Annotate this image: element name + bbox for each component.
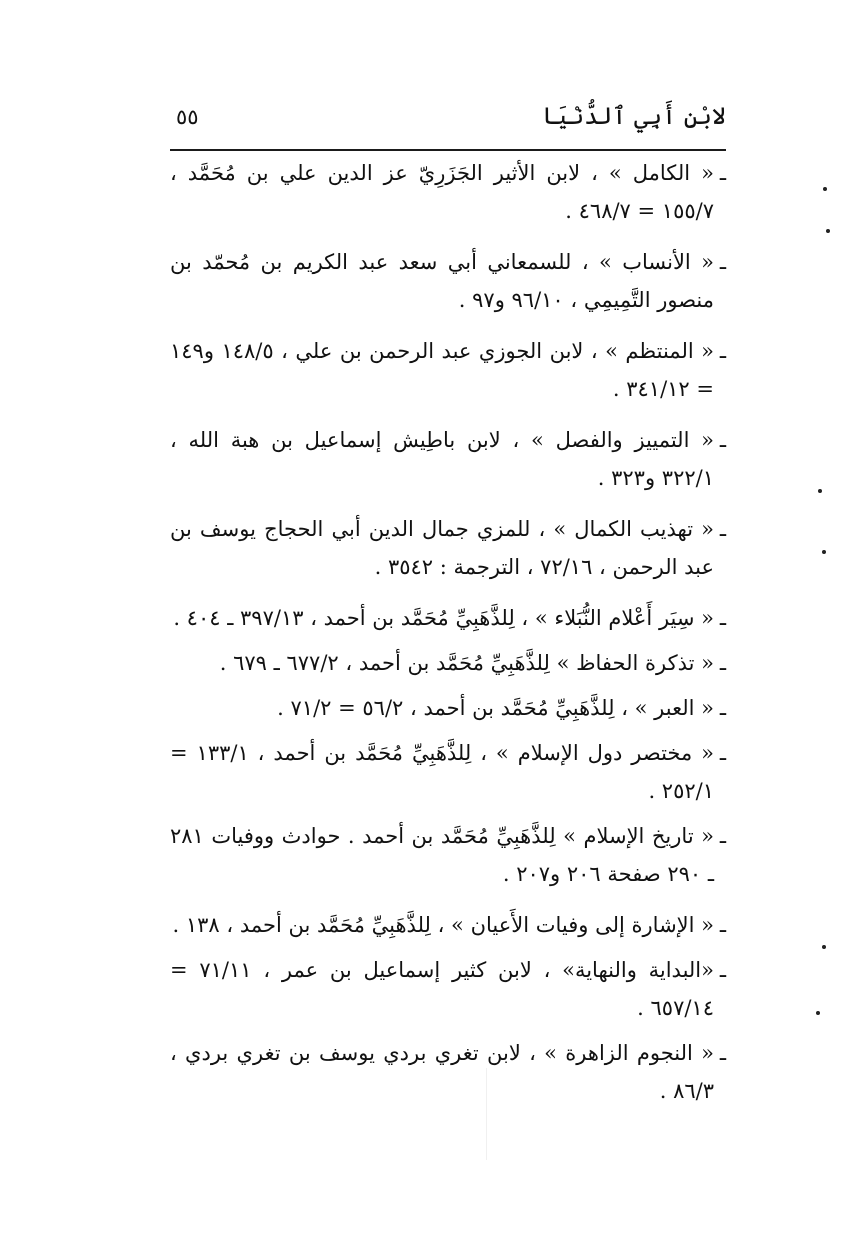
bibliography-entry-al-kamil xyxy=(170,154,726,230)
page-header xyxy=(170,100,726,140)
scan-speck xyxy=(818,489,822,493)
scan-speck xyxy=(822,550,826,554)
entry-dash: ـ xyxy=(719,913,726,937)
entry-text: « التمييز والفصل » ، لابن باطِيش إسماعيل بن هبة الله ، ٣٢٢/١ و٣٢٣ . xyxy=(170,428,714,490)
bibliography-entry-al-ishara xyxy=(170,906,726,944)
bibliography-entry-al-ansab xyxy=(170,243,726,319)
entry-text: «البداية والنهاية» ، لابن كثير إسماعيل بن عمر ، ٧١/١١ = ٦٥٧/١٤ . xyxy=(170,958,714,1020)
entry-dash: ـ xyxy=(719,824,726,848)
bibliography-entry-tahdhib-al-kamal xyxy=(170,510,726,586)
entry-dash: ـ xyxy=(719,161,726,185)
running-title: لابْنِ أَبِي ٱلدُّنْيَا xyxy=(541,102,726,130)
scan-speck xyxy=(826,229,830,233)
header-divider xyxy=(170,149,726,151)
scan-speck xyxy=(822,945,826,949)
entry-dash: ـ xyxy=(719,958,726,982)
bibliography-entry-mukhtasar xyxy=(170,734,726,810)
entry-dash: ـ xyxy=(719,651,726,675)
entry-text: « العبر » ، لِلذَّهَبِيِّ مُحَمَّد بن أحمد ، ٥٦/٢ = ٧١/٢ . xyxy=(277,696,714,720)
entry-dash: ـ xyxy=(719,428,726,452)
entry-dash: ـ xyxy=(719,696,726,720)
entry-dash: ـ xyxy=(719,250,726,274)
entry-dash: ـ xyxy=(719,606,726,630)
bibliography-entry-al-tamyiz xyxy=(170,421,726,497)
entry-text: « الإشارة إلى وفيات الأَعيان » ، لِلذَّهَبِيِّ مُحَمَّد بن أحمد ، ١٣٨ . xyxy=(172,913,714,937)
bibliography-list xyxy=(170,154,726,1123)
entry-text: « النجوم الزاهرة » ، لابن تغري بردي يوسف بن تغري بردي ، ٨٦/٣ . xyxy=(170,1041,714,1103)
bibliography-entry-tadhkirat xyxy=(170,644,726,682)
entry-dash: ـ xyxy=(719,339,726,363)
scan-speck xyxy=(823,187,827,191)
bibliography-entry-tarikh-al-islam xyxy=(170,817,726,893)
page-number: ٥٥ xyxy=(176,105,199,129)
entry-text: « الكامل » ، لابن الأثير الجَزَرِيّ عز الدين علي بن مُحَمَّد ، ١٥٥/٧ = ٤٦٨/٧ . xyxy=(170,161,714,223)
entry-text: « تهذيب الكمال » ، للمزي جمال الدين أبي الحجاج يوسف بن عبد الرحمن ، ٧٢/١٦ ، الترجمة : ٣٥٤٢ . xyxy=(170,517,714,579)
entry-text: « الأنساب » ، للسمعاني أبي سعد عبد الكريم بن مُحمّد بن منصور التَّمِيمِي ، ٩٦/١٠ و٩٧ . xyxy=(170,250,714,312)
entry-text: « سِيَر أَعْلام النُّبَلاء » ، لِلذَّهَبِيِّ مُحَمَّد بن أحمد ، ٣٩٧/١٣ ـ ٤٠٤ . xyxy=(173,606,714,630)
entry-dash: ـ xyxy=(719,741,726,765)
entry-dash: ـ xyxy=(719,517,726,541)
bibliography-entry-al-bidaya xyxy=(170,951,726,1027)
entry-text: « المنتظم » ، لابن الجوزي عبد الرحمن بن علي ، ١٤٨/٥ و١٤٩ = ٣٤١/١٢ . xyxy=(170,339,714,401)
entry-text: « تاريخ الإسلام » لِلذَّهَبِيِّ مُحَمَّد بن أحمد . حوادث ووفيات ٢٨١ ـ ٢٩٠ صفحة ٢٠٦ و٢٠٧ . xyxy=(170,824,714,886)
bibliography-entry-al-ibar xyxy=(170,689,726,727)
entry-text: « تذكرة الحفاظ » لِلذَّهَبِيِّ مُحَمَّد بن أحمد ، ٦٧٧/٢ ـ ٦٧٩ . xyxy=(219,651,714,675)
entry-text: « مختصر دول الإسلام » ، لِلذَّهَبِيِّ مُحَمَّد بن أحمد ، ١٣٣/١ = ٢٥٢/١ . xyxy=(170,741,715,803)
bibliography-entry-al-muntazam xyxy=(170,332,726,408)
scan-fold-mark xyxy=(486,1068,487,1160)
bibliography-entry-al-nujum xyxy=(170,1034,726,1110)
scan-speck xyxy=(816,1011,820,1015)
bibliography-entry-siyar xyxy=(170,599,726,637)
entry-dash: ـ xyxy=(719,1041,726,1065)
